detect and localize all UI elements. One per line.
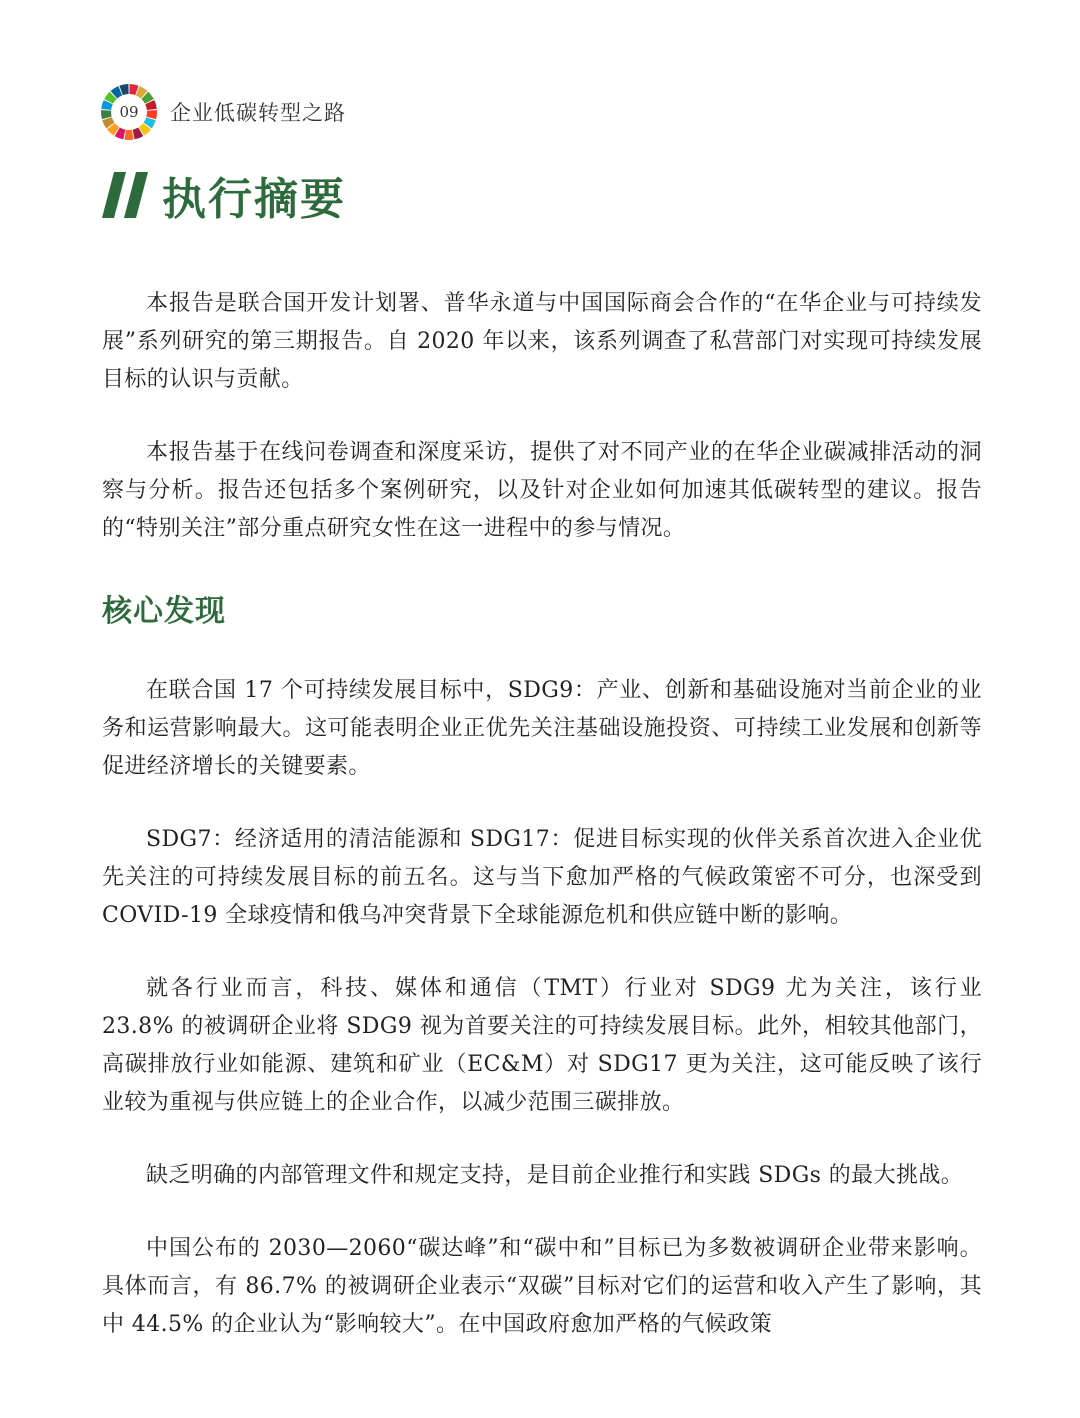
page-title: 执行摘要 [162, 174, 346, 225]
double-slash-icon [100, 170, 152, 220]
document-body [102, 285, 982, 1344]
report-header [100, 82, 346, 142]
intro-paragraph: 本报告基于在线问卷调查和深度采访，提供了对不同产业的在华企业碳减排活动的洞察与分析。报告还包括多个案例研究，以及针对企业如何加速其低碳转型的建议。报告的“特别关注”部分重点研究女性在这一进程中的参与情况。 [102, 440, 982, 541]
finding-paragraph: 就各行业而言，科技、媒体和通信（TMT）行业对 SDG9 尤为关注，该行业 23.8% 的被调研企业将 SDG9 视为首要关注的可持续发展目标。此外，相较其他部门，高碳排放行业如能源、建筑和矿业（EC&M）对 SDG17 更为关注，这可能反映了该行业较为重视与供应链上的企业合作，以减少范围三碳排放。 [102, 976, 982, 1115]
page-heading [100, 162, 346, 228]
section-title: 核心发现 [102, 594, 226, 629]
finding-paragraph: 中国公布的 2030—2060“碳达峰”和“碳中和”目标已为多数被调研企业带来影响。具体而言，有 86.7% 的被调研企业表示“双碳”目标对它们的运营和收入产生了影响，其中 44.5% 的企业认为“影响较大”。在中国政府愈加严格的气候政策 [102, 1236, 982, 1337]
finding-paragraph: 缺乏明确的内部管理文件和规定支持，是目前企业推行和实践 SDGs 的最大挑战。 [146, 1163, 964, 1188]
finding-paragraph: 在联合国 17 个可持续发展目标中，SDG9：产业、创新和基础设施对当前企业的业务和运营影响最大。这可能表明企业正优先关注基础设施投资、可持续工业发展和创新等促进经济增长的关键要素。 [102, 678, 982, 779]
series-title: 企业低碳转型之路 [170, 101, 346, 125]
sdg-color-wheel-icon [100, 83, 158, 141]
sdg-goal-number: 09 [119, 103, 139, 121]
finding-paragraph: SDG7：经济适用的清洁能源和 SDG17：促进目标实现的伙伴关系首次进入企业优先关注的可持续发展目标的前五名。这与当下愈加严格的气候政策密不可分，也深受到 COVID-19 全球疫情和俄乌冲突背景下全球能源危机和供应链中断的影响。 [102, 827, 982, 928]
intro-paragraph: 本报告是联合国开发计划署、普华永道与中国国际商会合作的“在华企业与可持续发展”系列研究的第三期报告。自 2020 年以来，该系列调查了私营部门对实现可持续发展目标的认识与贡献。 [102, 291, 982, 392]
